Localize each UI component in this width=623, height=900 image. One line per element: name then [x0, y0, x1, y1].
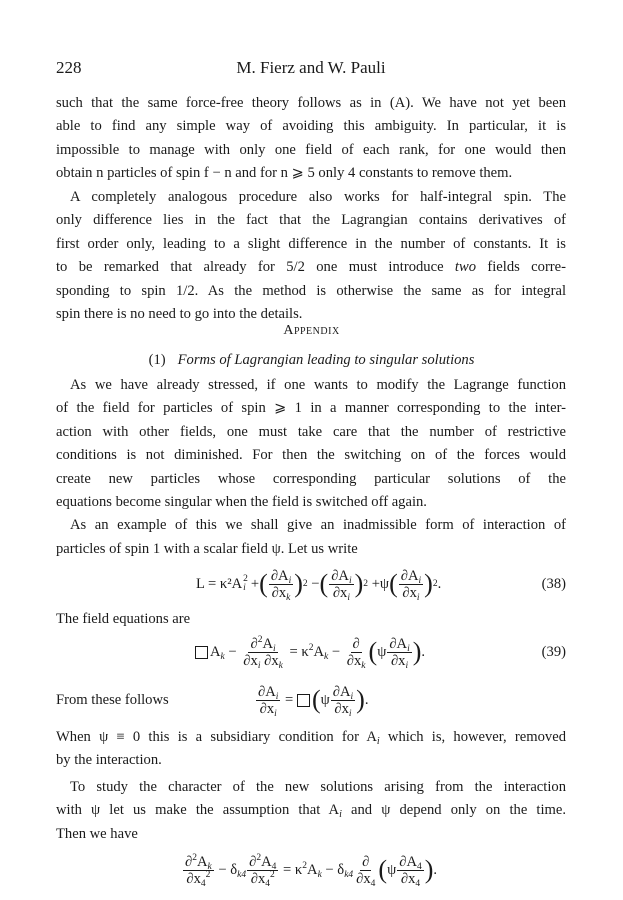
- fraction: $\frac{\partial}{\partial x_k}$: [346, 635, 366, 671]
- equation-39: $A_k$ − $\frac{\partial^2A_i}{\partial x_i \partial x_k}$ = $\kappa^2A_k$ − $\frac{\partial}{\partial x_k}$ ( ψ $\frac{\partial A_i}{\partial x_i}$ ) .: [195, 630, 425, 674]
- subsection-title: Forms of Lagrangian leading to singular solutions: [177, 352, 475, 368]
- text-line: with ψ let us make the assumption that $A_i$ and ψ depend only on the time.: [56, 802, 566, 821]
- superscript: 2: [243, 574, 248, 584]
- text-line: create new particles whose corresponding particular solutions of the: [56, 470, 566, 487]
- paragraph-3: [56, 374, 566, 514]
- fraction: $\frac{\partial^2A_4}{\partial x_4^2}$: [249, 852, 277, 889]
- text-line: As an example of this we shall give an inadmissible form of interaction of: [70, 517, 566, 534]
- paragraph-6: [56, 776, 566, 846]
- subsection-heading: [0, 350, 623, 370]
- text-line: particles of spin 1 with a scalar field ψ. Let us write: [56, 540, 358, 557]
- text-fragment: fields corre-: [476, 259, 566, 276]
- equation-time-dependent: $\frac{\partial^2A_k}{\partial x_4^2}$ − $\delta_{k4}$ $\frac{\partial^2A_4}{\partial x_4^2}$ = $\kappa^2A_k - \delta_{k4}$ $\frac{\partial}{\partial x_4}$ ( ψ $\frac{\partial A_4}{\partial x_4}$ ) .: [185, 852, 438, 889]
- text-line: such that the same force-free theory follows as in (A). We have not yet been: [56, 95, 566, 111]
- subsection-number: (1): [148, 352, 166, 368]
- emphasis: two: [454, 259, 477, 276]
- appendix-heading: Appendix: [283, 323, 340, 338]
- equation-number: (38): [541, 576, 566, 592]
- text-line: conditions is not diminished. For then the switching on of the forces would: [56, 447, 566, 464]
- fraction: $\frac{\partial A_i}{\partial x_k}$: [270, 567, 292, 603]
- text-line: When ψ ≡ 0 this is a subsidiary condition for $A_i$ which is, however, removed: [56, 729, 566, 747]
- text-line: spin there is no need to go into the details.: [56, 305, 303, 322]
- paragraph-4: [56, 514, 566, 561]
- fraction: $\frac{\partial A_i}{\partial x_i}$: [331, 567, 352, 603]
- text-line: obtain n particles of spin f − n and for n ⩾ 5 only 4 constants to remove them.: [56, 165, 513, 182]
- text-line: only difference lies in the fact that the Lagrangian contains derivatives of: [56, 212, 566, 229]
- fraction: $\frac{\partial A_i}{\partial x_i}$: [400, 567, 422, 603]
- text-fragment: to be remarked that already for 5/2 one must introduce: [56, 259, 455, 276]
- eq-lhs: L = κ²A: [196, 575, 243, 592]
- text-line: action with other fields, one must take care that the number of restrictive: [56, 423, 566, 440]
- text-line: [56, 256, 566, 279]
- text-line: As we have already stressed, if one wants to modify the Lagrange function: [70, 377, 566, 393]
- dalembertian-symbol: [195, 646, 208, 659]
- subscript: i: [243, 583, 246, 593]
- equation-number: (39): [541, 644, 566, 660]
- running-title: M. Fierz and W. Pauli: [236, 58, 386, 77]
- fraction: $\frac{\partial^2A_i}{\partial x_i \partial x_k}$: [243, 634, 283, 671]
- text-line: first order only, leading to a slight difference in the number of constants. It is: [56, 235, 566, 252]
- fraction: $\frac{\partial}{\partial x_4}$: [356, 853, 376, 889]
- text-line: sponding to spin 1/2. As the method is otherwise the same as for integral: [56, 282, 566, 299]
- field-equations-intro: The field equations are: [56, 611, 191, 627]
- paragraph-2: [56, 186, 566, 326]
- page-header: [56, 57, 566, 79]
- equation-38: L = κ²A 2 i + ( $\frac{\partial A_i}{\partial x_k}$ ) 2 − ( $\frac{\partial A_i}{\partial x_i}$ ) 2 +ψ ( $\frac{\partial A_i}{\partial x_i}$ ) 2 .: [196, 567, 442, 603]
- from-these-follows: From these follows: [56, 692, 169, 708]
- fraction: $\frac{\partial A_4}{\partial x_4}$: [399, 853, 422, 889]
- text-line: equations become singular when the field is switched off again.: [56, 493, 427, 510]
- fraction: $\frac{\partial^2A_k}{\partial x_4^2}$: [185, 852, 212, 889]
- fraction: $\frac{\partial A_i}{\partial x_i}$: [332, 683, 354, 719]
- dalembertian-symbol: [297, 694, 310, 707]
- text-line: by the interaction.: [56, 752, 162, 769]
- text-line: able to find any simple way of avoiding this ambiguity. In particular, it is: [56, 118, 566, 135]
- text-line: impossible to manage with only one field of each rank, for one would then: [56, 141, 566, 158]
- text-line: A completely analogous procedure also works for half-integral spin. The: [70, 189, 566, 205]
- equation-consequence: $\frac{\partial A_i}{\partial x_i}$ = ( ψ $\frac{\partial A_i}{\partial x_i}$ ) .: [258, 683, 369, 719]
- fraction: $\frac{\partial A_i}{\partial x_i}$: [389, 635, 410, 671]
- text-line: Then we have: [56, 825, 138, 842]
- page-number: 228: [56, 58, 82, 77]
- paragraph-5: [56, 726, 566, 773]
- text-line: To study the character of the new solutions arising from the interaction: [70, 779, 566, 795]
- fraction: $\frac{\partial A_i}{\partial x_i}$: [258, 683, 279, 719]
- text-line: of the field for particles of spin ⩾ 1 in a manner corresponding to the inter-: [56, 400, 566, 417]
- paragraph-1: [56, 92, 566, 186]
